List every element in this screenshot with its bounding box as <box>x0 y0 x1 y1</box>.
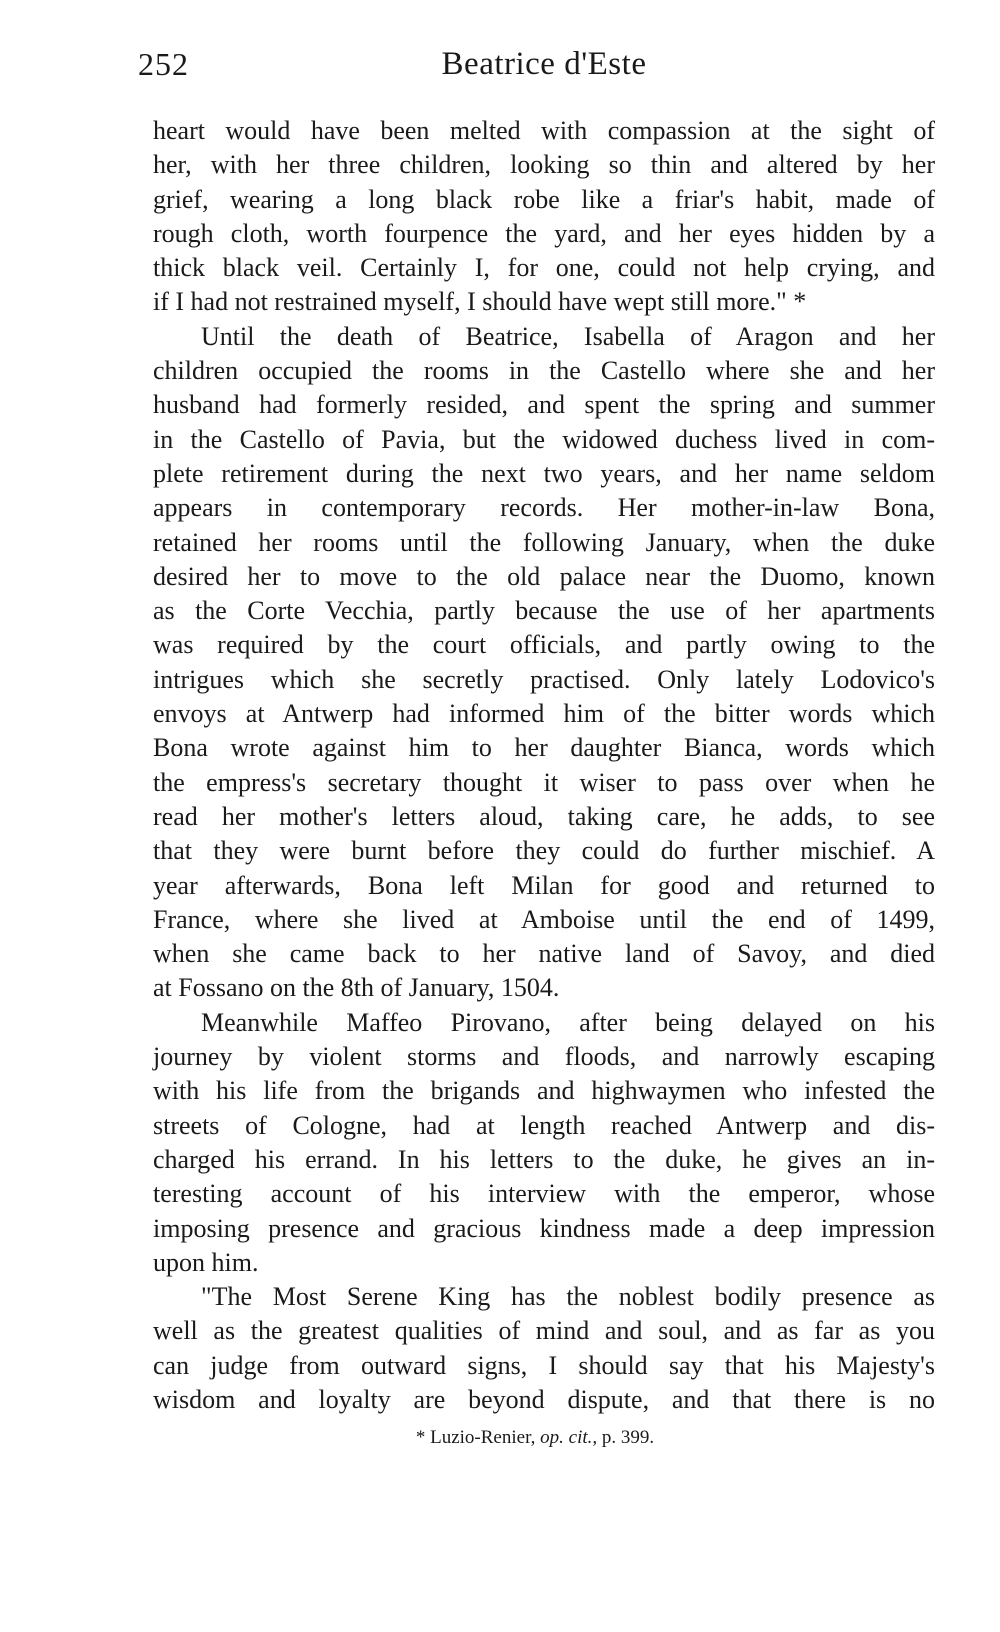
text-line: desired her to move to the old palace near the Duomo, known <box>153 561 935 591</box>
text-line: thick black veil. Certainly I, for one, could not help crying, and <box>153 253 935 283</box>
text-line: if I had not restrained myself, I should have wept still more." * <box>153 287 807 317</box>
text-line: wisdom and loyalty are beyond dispute, and that there is no <box>153 1384 935 1414</box>
body-text <box>153 114 935 1417</box>
running-title: Beatrice d'Este <box>441 46 647 82</box>
text-line: when she came back to her native land of Savoy, and died <box>153 939 935 969</box>
text-line: in the Castello of Pavia, but the widowed duchess lived in com- <box>153 424 935 454</box>
text-line: as the Corte Vecchia, partly because the use of her apartments <box>153 596 935 626</box>
text-line: envoys at Antwerp had informed him of the bitter words which <box>153 699 935 729</box>
text-line: France, where she lived at Amboise until the end of 1499, <box>153 904 935 934</box>
text-line: teresting account of his interview with the emperor, whose <box>153 1179 935 1209</box>
page-header <box>138 46 950 96</box>
text-line: plete retirement during the next two years, and her name seldom <box>153 458 935 488</box>
footnote-marker: * <box>415 1427 426 1448</box>
footnote-ref: op. cit., <box>540 1427 598 1448</box>
text-line: with his life from the brigands and highwaymen who infested the <box>153 1076 935 1106</box>
text-line: Meanwhile Maffeo Pirovano, after being delayed on his <box>201 1007 935 1037</box>
text-line: retained her rooms until the following January, when the duke <box>153 527 935 557</box>
text-line: Until the death of Beatrice, Isabella of Aragon and her <box>201 321 935 351</box>
text-line: that they were burnt before they could do further mischief. A <box>153 836 935 866</box>
text-line: heart would have been melted with compassion at the sight of <box>153 116 935 145</box>
text-line: grief, wearing a long black robe like a friar's habit, made of <box>153 184 935 214</box>
footnote <box>0 1427 1000 1449</box>
text-line: charged his errand. In his letters to the duke, he gives an in- <box>153 1144 935 1174</box>
text-line: read her mother's letters aloud, taking care, he adds, to see <box>153 801 935 831</box>
text-line: year afterwards, Bona left Milan for good and returned to <box>153 870 935 900</box>
footnote-page: p. 399. <box>601 1427 655 1448</box>
text-line: imposing presence and gracious kindness made a deep impression <box>153 1213 935 1243</box>
text-line: upon him. <box>153 1247 259 1277</box>
text-line: children occupied the rooms in the Castello where she and her <box>153 356 935 386</box>
text-line: was required by the court officials, and partly owing to the <box>153 630 935 660</box>
text-line: Bona wrote against him to her daughter Bianca, words which <box>153 733 935 763</box>
text-line: "The Most Serene King has the noblest bodily presence as <box>201 1282 935 1312</box>
page-number: 252 <box>138 46 189 82</box>
footnote-author: Luzio-Renier, <box>430 1427 536 1448</box>
text-line: can judge from outward signs, I should say that his Majesty's <box>153 1350 935 1380</box>
text-line: well as the greatest qualities of mind and soul, and as far as you <box>153 1316 935 1346</box>
text-line: appears in contemporary records. Her mother-in-law Bona, <box>153 493 935 523</box>
text-line: streets of Cologne, had at length reached Antwerp and dis- <box>153 1110 935 1140</box>
text-line: at Fossano on the 8th of January, 1504. <box>153 973 560 1003</box>
text-line: her, with her three children, looking so thin and altered by her <box>153 150 935 180</box>
text-line: intrigues which she secretly practised. Only lately Lodovico's <box>153 664 935 694</box>
text-line: journey by violent storms and floods, and narrowly escaping <box>153 1042 935 1072</box>
text-line: husband had formerly resided, and spent the spring and summer <box>153 390 935 420</box>
text-line: rough cloth, worth fourpence the yard, and her eyes hidden by a <box>153 218 935 248</box>
text-line: the empress's secretary thought it wiser to pass over when he <box>153 767 935 797</box>
